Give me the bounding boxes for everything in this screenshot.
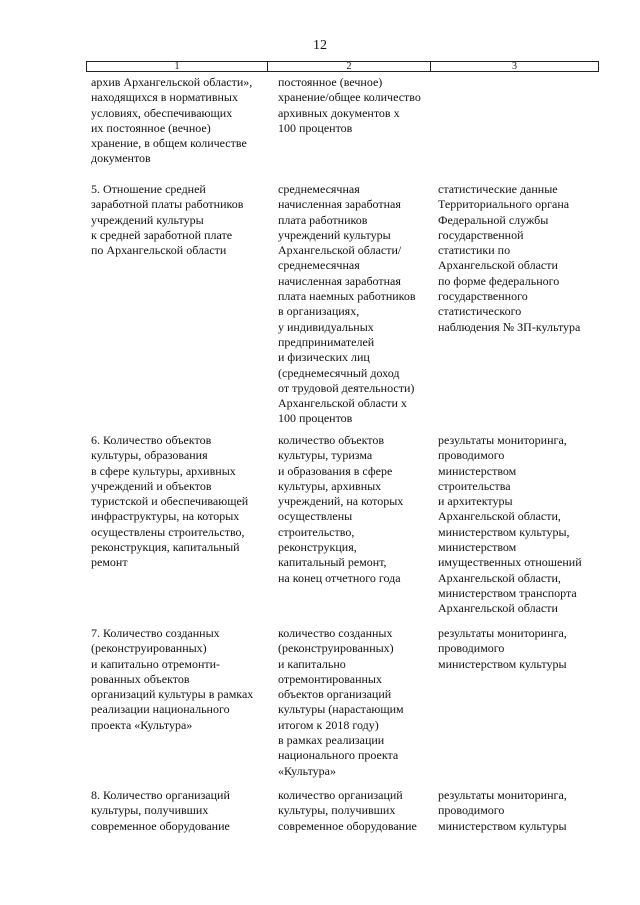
header-column-1: 1 (174, 61, 180, 72)
row-7-indicator: 7. Количество созданных (реконструированных) и капитально отремонти- рованных объектов организаций культуры в рамках реализации национального проекта «Культура» (91, 626, 254, 732)
row-7-formula: количество созданных (реконструированных) и капитально отремонтированных объектов организаций культуры (нарастающим итогом к 2018 году) в рамках реализации национального проекта «Культура» (278, 626, 404, 778)
row-8-indicator: 8. Количество организаций культуры, получивших современное оборудование (91, 788, 230, 833)
row-archive-formula: постоянное (вечное) хранение/общее количество архивных документов х 100 процентов (278, 75, 421, 135)
row-5-formula: среднемесячная начисленная заработная плата работников учреждений культуры Архангельской области/ среднемесячная начисленная заработная плата наемных работников в организациях, у индивидуальных предпринимателей и физических лиц (среднемесячный доход от трудовой деятельности) Архангельской области х 100 процентов (278, 182, 416, 426)
header-column-3: 3 (430, 62, 598, 71)
row-7-source: результаты мониторинга, проводимого министерством культуры (438, 626, 567, 671)
table-header (86, 61, 599, 72)
row-6-indicator: 6. Количество объектов культуры, образования в сфере культуры, архивных учреждений и объектов туристской и обеспечивающей инфраструктуры, на которых осуществлены строительство, реконструкция, капитальный ремонт (91, 433, 249, 570)
row-5-source: статистические данные Территориального органа Федеральной службы государственной статистики по Архангельской области по форме федерального государственного статистического наблюдения № ЗП-культура (438, 182, 581, 334)
row-5-indicator: 5. Отношение средней заработной платы работников учреждений культуры к средней заработной плате по Архангельской области (91, 182, 244, 258)
row-archive-indicator: архив Архангельской области», находящихся в нормативных условиях, обеспечивающих их постоянное (вечное) хранение, в общем количестве документов (91, 75, 253, 166)
row-6-formula: количество объектов культуры, туризма и образования в сфере культуры, архивных учреждений, на которых осуществлены строительство, реконструкция, капитальный ремонт, на конец отчетного года (278, 433, 404, 585)
header-column-2: 2 (267, 62, 430, 71)
page-number: 12 (313, 38, 327, 53)
row-6-source: результаты мониторинга, проводимого министерством строительства и архитектуры Архангельской области, министерством культуры, министерством имущественных отношений Архангельской области, министерством транспорта Архангельской области (438, 433, 582, 616)
row-8-source: результаты мониторинга, проводимого министерством культуры (438, 788, 567, 833)
row-8-formula: количество организаций культуры, получивших современное оборудование (278, 788, 417, 833)
